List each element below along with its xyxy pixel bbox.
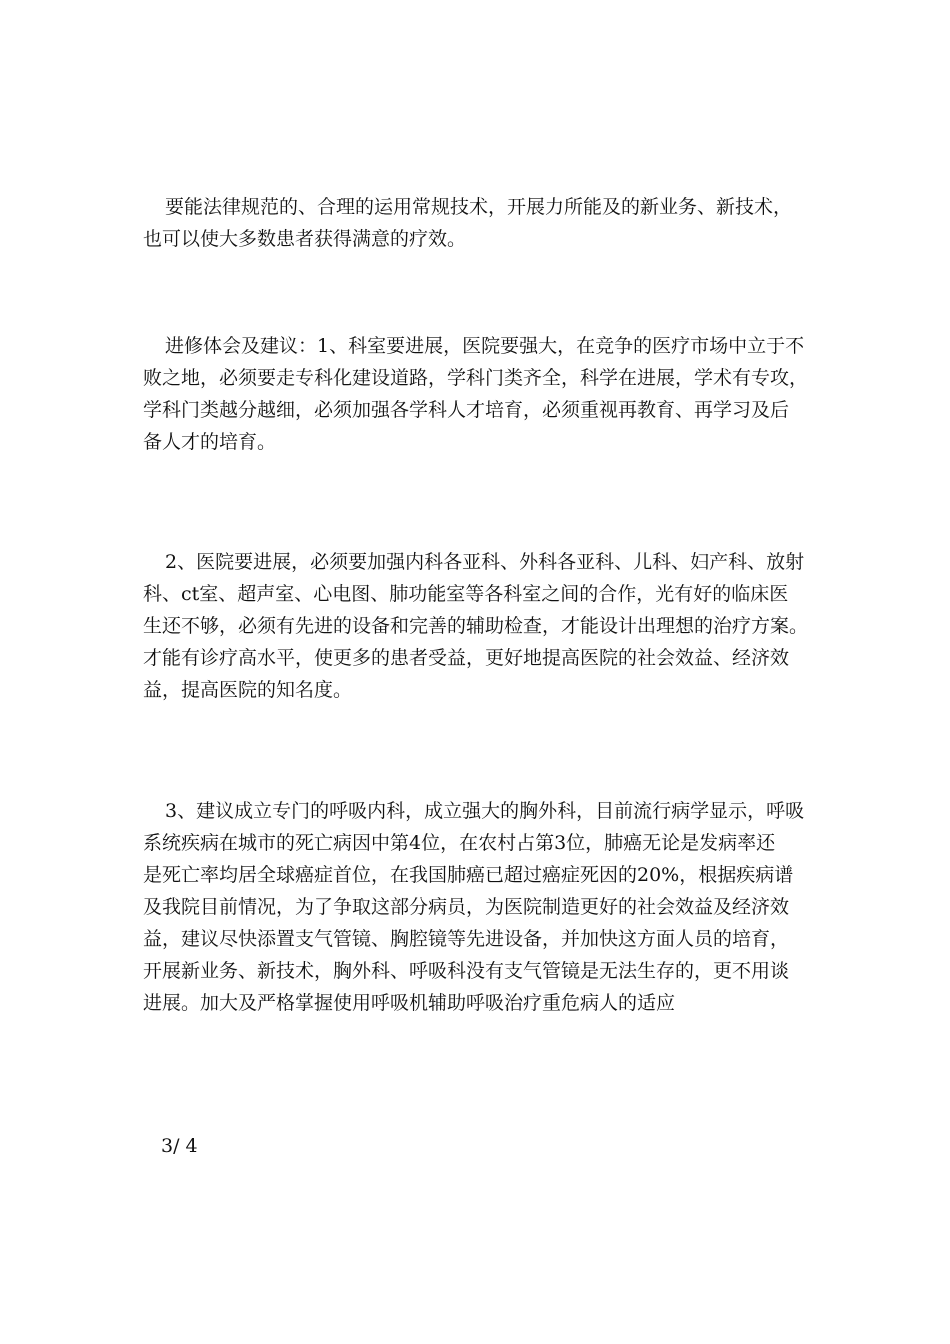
paragraph-3 bbox=[143, 546, 813, 706]
paragraph-line: 才能有诊疗高水平，使更多的患者受益，更好地提高医院的社会效益、经济效 bbox=[143, 647, 790, 669]
paragraph-1 bbox=[143, 191, 813, 255]
paragraph-line: 3、建议成立专门的呼吸内科，成立强大的胸外科，目前流行病学显示，呼吸 bbox=[165, 800, 805, 822]
paragraph-line: 进修体会及建议：1、科室要进展，医院要强大，在竞争的医疗市场中立于不 bbox=[165, 335, 805, 357]
paragraph-line: 是死亡率均居全球癌症首位，在我国肺癌已超过癌症死因的20%，根据疾病谱 bbox=[143, 864, 794, 886]
paragraph-line: 要能法律规范的、合理的运用常规技术，开展力所能及的新业务、新技术， bbox=[165, 196, 793, 218]
paragraph-line: 系统疾病在城市的死亡病因中第4位，在农村占第3位，肺癌无论是发病率还 bbox=[143, 832, 776, 854]
paragraph-line: 益，建议尽快添置支气管镜、胸腔镜等先进设备，并加快这方面人员的培育， bbox=[143, 928, 790, 950]
paragraph-line: 进展。加大及严格掌握使用呼吸机辅助呼吸治疗重危病人的适应 bbox=[143, 992, 676, 1014]
paragraph-line: 学科门类越分越细，必须加强各学科人才培育，必须重视再教育、再学习及后 bbox=[143, 399, 790, 421]
paragraph-line: 益，提高医院的知名度。 bbox=[143, 679, 353, 701]
paragraph-2 bbox=[143, 330, 813, 458]
paragraph-line: 也可以使大多数患者获得满意的疗效。 bbox=[143, 228, 467, 250]
paragraph-line: 败之地，必须要走专科化建设道路，学科门类齐全，科学在进展，学术有专攻， bbox=[143, 367, 809, 389]
paragraph-line: 生还不够，必须有先进的设备和完善的辅助检查，才能设计出理想的治疗方案。 bbox=[143, 615, 809, 637]
paragraph-line: 开展新业务、新技术，胸外科、呼吸科没有支气管镜是无法生存的，更不用谈 bbox=[143, 960, 790, 982]
paragraph-line: 科、ct室、超声室、心电图、肺功能室等各科室之间的合作，光有好的临床医 bbox=[143, 583, 789, 605]
paragraph-line: 2、医院要进展，必须要加强内科各亚科、外科各亚科、儿科、妇产科、放射 bbox=[165, 551, 805, 573]
paragraph-line: 备人才的培育。 bbox=[143, 431, 277, 453]
paragraph-4 bbox=[143, 795, 813, 1019]
page-number: 3/ 4 bbox=[161, 1135, 198, 1157]
paragraph-line: 及我院目前情况，为了争取这部分病员，为医院制造更好的社会效益及经济效 bbox=[143, 896, 790, 918]
